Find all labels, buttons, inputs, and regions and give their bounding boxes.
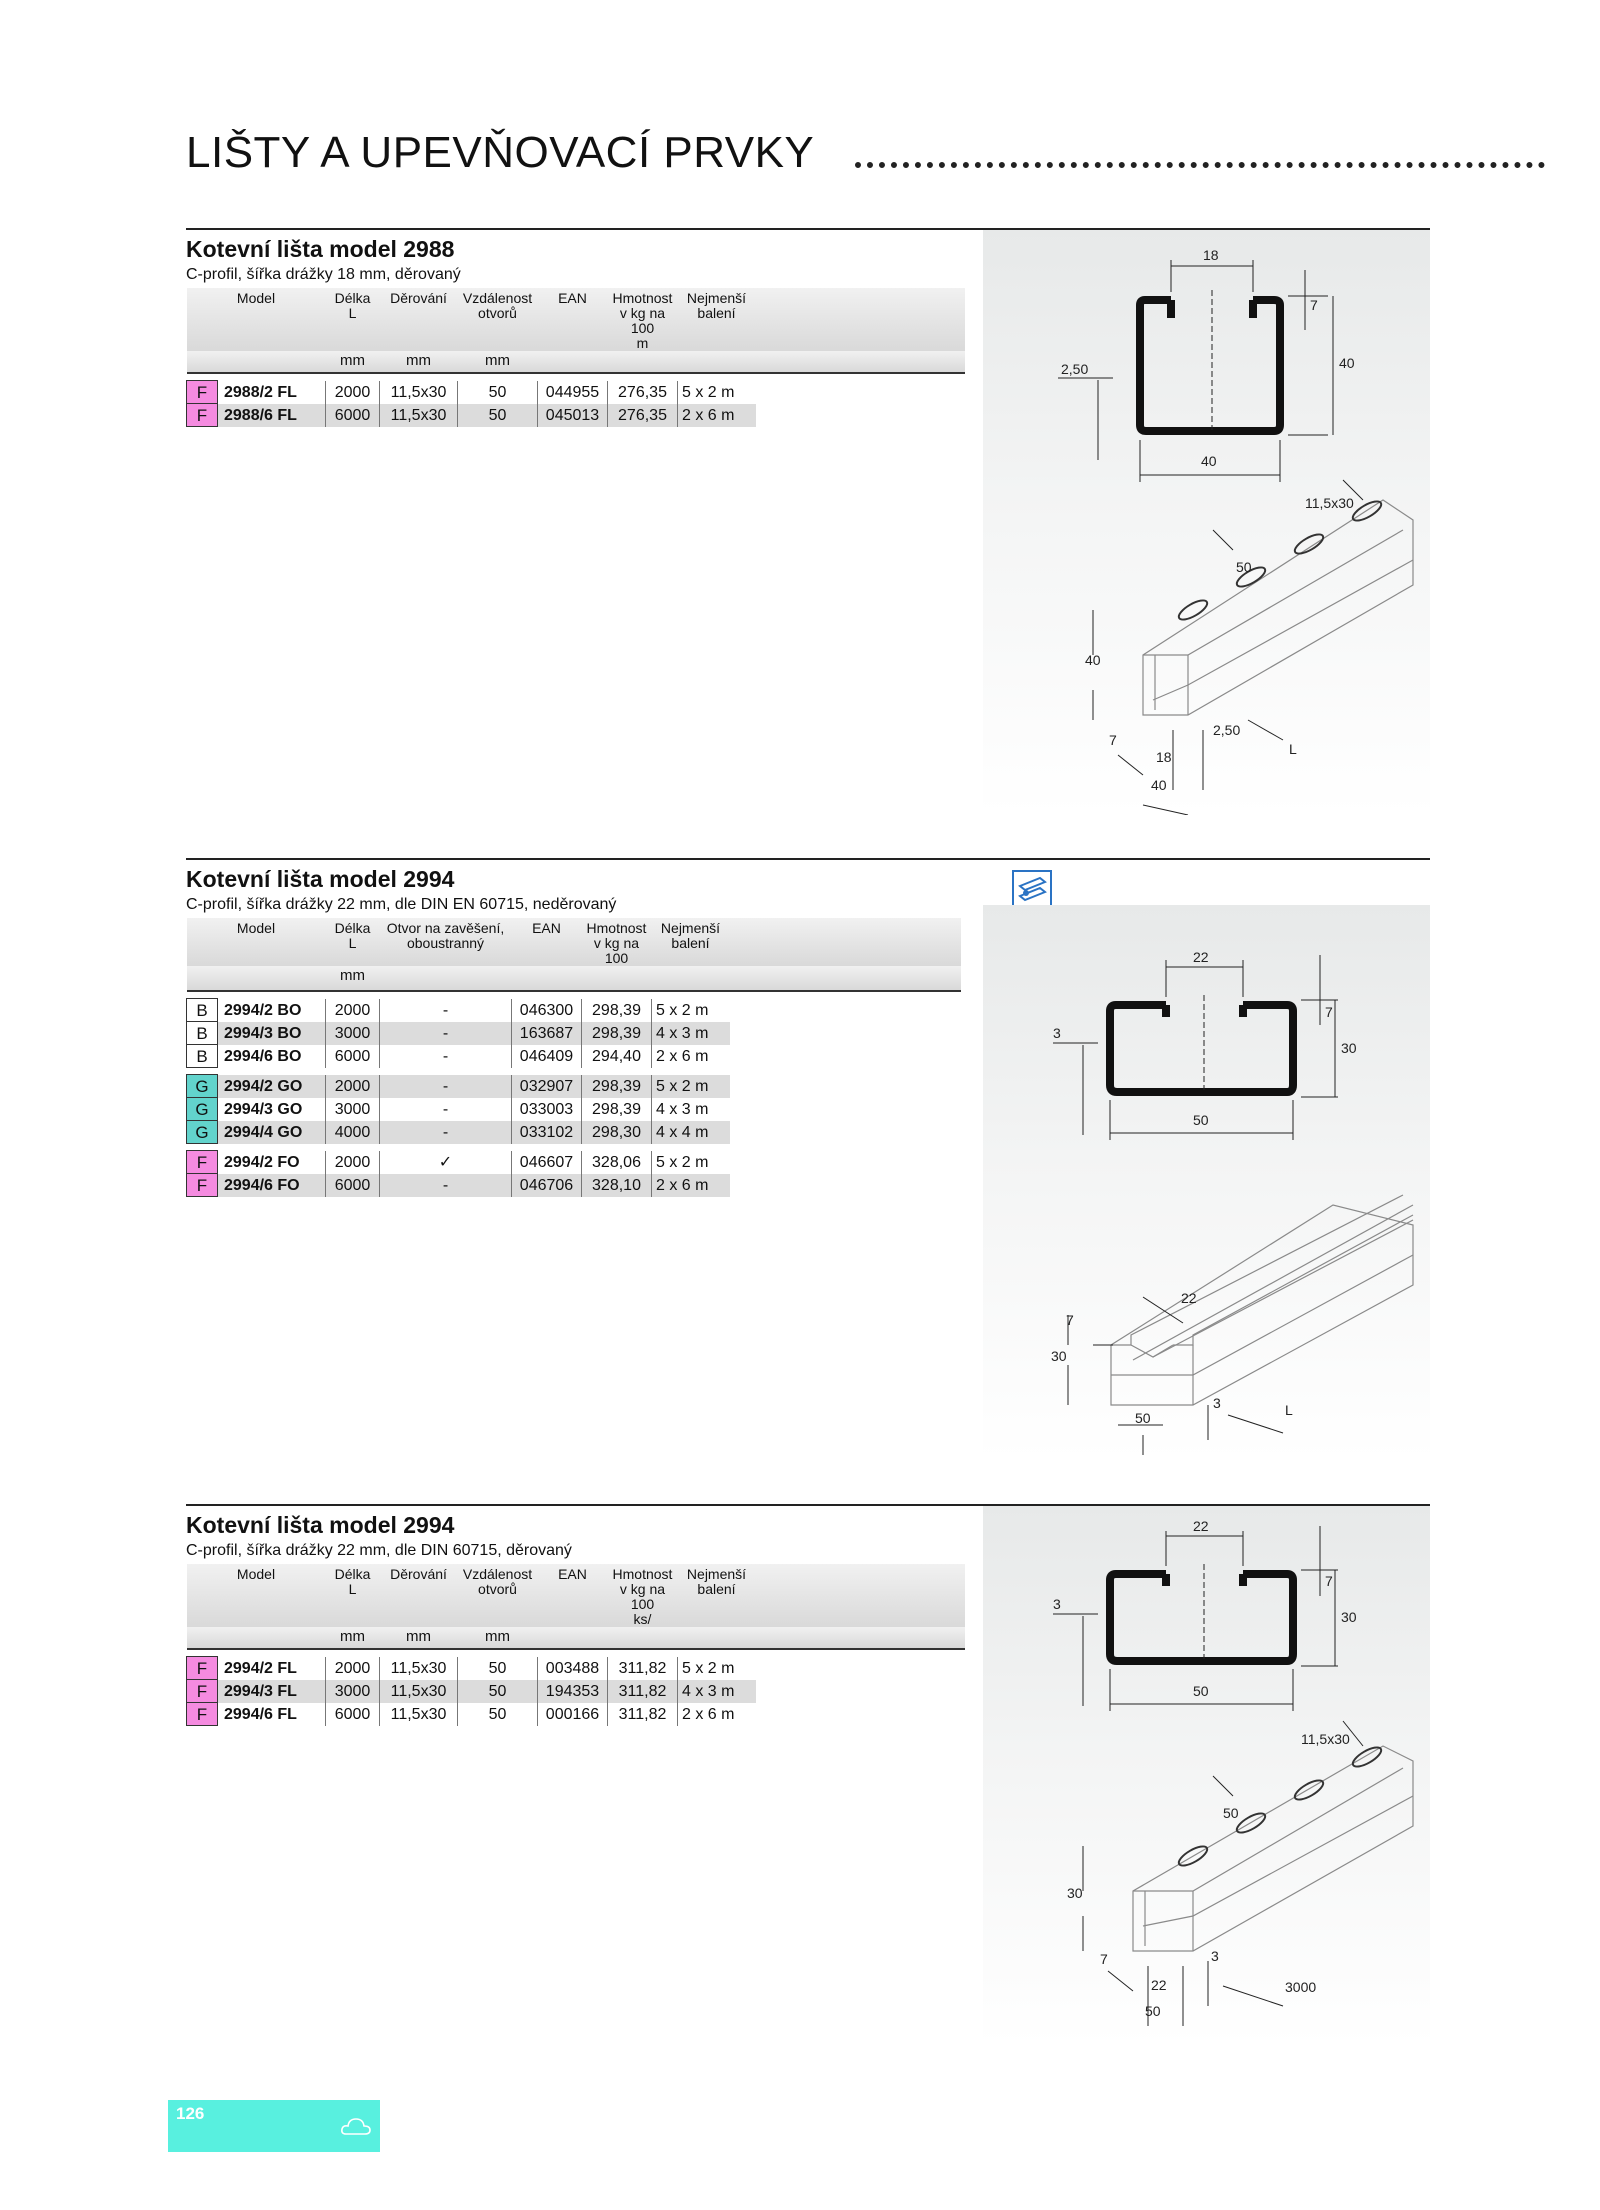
- ean-cell: 163687: [512, 1022, 582, 1045]
- weight-cell: 298,39: [582, 1075, 652, 1098]
- table-row: [187, 1121, 961, 1144]
- col-header-spacing: Vzdálenost otvorů: [458, 1564, 538, 1627]
- unit-cell: [380, 966, 512, 991]
- unit-cell: mm: [326, 1627, 380, 1649]
- ean-cell: 045013: [538, 404, 608, 427]
- unit-cell: [187, 966, 326, 991]
- model-cell: 2994/6 BO: [224, 1047, 302, 1065]
- isometric-view: [1143, 500, 1413, 715]
- length-cell: 6000: [326, 1703, 380, 1726]
- ean-cell: 003488: [538, 1657, 608, 1680]
- drawing-2994-perforated: [983, 1506, 1430, 2046]
- dim-label: 18: [1203, 247, 1219, 263]
- dim-label: 3000: [1285, 1979, 1317, 1995]
- table-units-row: [187, 966, 961, 991]
- weight-cell: 298,39: [582, 999, 652, 1022]
- length-cell: 2000: [326, 1151, 380, 1174]
- model-cell: 2988/2 FL: [224, 383, 297, 401]
- hanging-hole-cell: -: [380, 1121, 512, 1144]
- unit-cell: mm: [458, 351, 538, 373]
- col-header-pack: Nejmenší balení: [652, 918, 730, 966]
- pack-cell: 5 x 2 m: [652, 1151, 730, 1174]
- cross-section: [1140, 300, 1280, 431]
- dim-label: 2,50: [1213, 722, 1241, 738]
- table-row: [187, 381, 965, 404]
- table-header-row: [187, 1564, 965, 1627]
- table-row: [187, 1045, 961, 1068]
- hole-cell: 11,5x30: [380, 381, 458, 404]
- pack-cell: 5 x 2 m: [652, 1075, 730, 1098]
- col-header-length: Délka L: [326, 1564, 380, 1627]
- category-badge: F: [187, 1174, 218, 1197]
- length-cell: 2000: [326, 1075, 380, 1098]
- hanging-hole-cell: -: [380, 1045, 512, 1068]
- dim-label: 50: [1223, 1805, 1239, 1821]
- pack-cell: 4 x 3 m: [678, 1680, 756, 1703]
- table-row: [187, 1151, 961, 1174]
- pack-cell: 2 x 6 m: [678, 404, 756, 427]
- spec-table: [186, 1564, 965, 1726]
- weight-cell: 298,39: [582, 1098, 652, 1121]
- col-header-spacing: Vzdálenost otvorů: [458, 288, 538, 351]
- drawing-2988: [983, 230, 1430, 815]
- ean-cell: 044955: [538, 381, 608, 404]
- ean-cell: 032907: [512, 1075, 582, 1098]
- unit-cell: [756, 1627, 965, 1649]
- dim-label: L: [1285, 1402, 1293, 1418]
- dim-label: 50: [1135, 1410, 1151, 1426]
- length-cell: 6000: [326, 1174, 380, 1197]
- ean-cell: 000166: [538, 1703, 608, 1726]
- model-cell: 2994/2 BO: [224, 1001, 302, 1019]
- dim-label: 2,50: [1061, 361, 1089, 377]
- category-badge: F: [187, 404, 218, 427]
- table-row: [187, 1075, 961, 1098]
- hanging-hole-cell: -: [380, 1098, 512, 1121]
- unit-cell: [187, 351, 326, 373]
- col-header-ean: EAN: [512, 918, 582, 966]
- technical-drawing: [983, 230, 1430, 815]
- unit-cell: mm: [380, 1627, 458, 1649]
- technical-drawing: [983, 1506, 1430, 2046]
- hanging-hole-cell: ✓: [380, 1151, 512, 1174]
- pack-cell: 5 x 2 m: [652, 999, 730, 1022]
- dim-label: 18: [1156, 749, 1172, 765]
- pack-cell: 5 x 2 m: [678, 1657, 756, 1680]
- unit-cell: [582, 966, 652, 991]
- col-header-pack: Nejmenší balení: [678, 288, 756, 351]
- col-header-hanging-hole: Otvor na zavěšení, oboustranný: [380, 918, 512, 966]
- dim-label: 40: [1339, 355, 1355, 371]
- category-badge: F: [187, 1680, 218, 1703]
- unit-cell: [512, 966, 582, 991]
- ean-cell: 033003: [512, 1098, 582, 1121]
- hanging-hole-cell: -: [380, 1075, 512, 1098]
- model-cell: 2994/3 FL: [218, 1680, 326, 1703]
- col-header-model: Model: [187, 918, 326, 966]
- section-subtitle: C-profil, šířka drážky 22 mm, dle DIN 60715, děrovaný: [186, 1542, 572, 1559]
- col-header-filler: [730, 918, 961, 966]
- weight-cell: 311,82: [608, 1657, 678, 1680]
- dim-label: 30: [1341, 1040, 1357, 1056]
- dim-label: 7: [1325, 1573, 1333, 1589]
- weight-cell: 276,35: [608, 381, 678, 404]
- weight-cell: 298,30: [582, 1121, 652, 1144]
- weight-cell: 294,40: [582, 1045, 652, 1068]
- dim-label: 22: [1193, 949, 1209, 965]
- dim-label: 3: [1053, 1025, 1061, 1041]
- ean-cell: 046409: [512, 1045, 582, 1068]
- unit-cell: [538, 1627, 608, 1649]
- dim-label: 30: [1051, 1348, 1067, 1364]
- length-cell: 3000: [326, 1098, 380, 1121]
- hole-cell: 11,5x30: [380, 1703, 458, 1726]
- pack-cell: 2 x 6 m: [652, 1045, 730, 1068]
- length-cell: 4000: [326, 1121, 380, 1144]
- table-row: [187, 404, 965, 427]
- pack-cell: 4 x 3 m: [652, 1022, 730, 1045]
- length-cell: 2000: [326, 1657, 380, 1680]
- table-row: [187, 1174, 961, 1197]
- table-row: [187, 1022, 961, 1045]
- section-title: Kotevní lišta model 2994: [186, 1512, 455, 1538]
- hanging-hole-cell: -: [380, 1174, 512, 1197]
- table-row: [187, 999, 961, 1022]
- dim-label: 30: [1067, 1885, 1083, 1901]
- unit-cell: [678, 351, 756, 373]
- length-cell: 2000: [326, 381, 380, 404]
- category-badge: B: [187, 1022, 218, 1045]
- isometric-view: [1133, 1746, 1413, 1951]
- ean-cell: 046607: [512, 1151, 582, 1174]
- dim-label: 3: [1211, 1948, 1219, 1964]
- dim-label: 3: [1053, 1596, 1061, 1612]
- title-dot-leader: [855, 162, 1545, 168]
- dim-label: 7: [1310, 297, 1318, 313]
- category-badge: G: [187, 1098, 218, 1121]
- cross-section: [1110, 1574, 1293, 1661]
- length-cell: 6000: [326, 1045, 380, 1068]
- dim-label: 7: [1325, 1004, 1333, 1020]
- table-row: [187, 1703, 965, 1726]
- category-badge: G: [187, 1075, 218, 1098]
- col-header-length: Délka L: [326, 288, 380, 351]
- technical-drawing: [983, 905, 1430, 1460]
- unit-cell: [538, 351, 608, 373]
- drawing-2994-unperforated: [983, 905, 1430, 1460]
- spec-table: [186, 918, 961, 1197]
- unit-cell: [608, 1627, 678, 1649]
- unit-cell: mm: [326, 351, 380, 373]
- category-badge: F: [187, 381, 218, 404]
- spacing-cell: 50: [458, 1680, 538, 1703]
- weight-cell: 311,82: [608, 1703, 678, 1726]
- section-title: Kotevní lišta model 2994: [186, 866, 455, 892]
- spacing-cell: 50: [458, 1703, 538, 1726]
- model-cell: 2994/6 FL: [224, 1705, 297, 1723]
- col-header-filler: [756, 288, 965, 351]
- dim-label: 3: [1213, 1395, 1221, 1411]
- length-cell: 3000: [326, 1680, 380, 1703]
- pack-cell: 4 x 3 m: [652, 1098, 730, 1121]
- isometric-view: [1111, 1195, 1413, 1405]
- weight-cell: 298,39: [582, 1022, 652, 1045]
- dim-label: 50: [1193, 1112, 1209, 1128]
- category-badge: G: [187, 1121, 218, 1144]
- unit-cell: mm: [326, 966, 380, 991]
- col-header-weight: Hmotnost v kg na 100: [582, 918, 652, 966]
- spacing-cell: 50: [458, 1657, 538, 1680]
- table-header-row: [187, 918, 961, 966]
- model-cell: 2994/2 FL: [224, 1659, 297, 1677]
- slot-holes: [1176, 498, 1384, 623]
- dim-label: 7: [1109, 732, 1117, 748]
- dim-label: 30: [1341, 1609, 1357, 1625]
- col-header-ean: EAN: [538, 1564, 608, 1627]
- dim-label: 22: [1193, 1518, 1209, 1534]
- unit-cell: [608, 351, 678, 373]
- ean-cell: 046706: [512, 1174, 582, 1197]
- slot-holes: [1176, 1744, 1384, 1869]
- weight-cell: 328,06: [582, 1151, 652, 1174]
- table-units-row: [187, 351, 965, 373]
- col-header-weight: Hmotnost v kg na 100 m: [608, 288, 678, 351]
- page-number-tab: [168, 2100, 380, 2152]
- cloud-outline-icon: [340, 2114, 372, 2140]
- table-header-row: [187, 288, 965, 351]
- table-units-row: [187, 1627, 965, 1649]
- hole-cell: 11,5x30: [380, 404, 458, 427]
- dim-label: 50: [1193, 1683, 1209, 1699]
- ean-cell: 046300: [512, 999, 582, 1022]
- dim-label: 7: [1100, 1951, 1108, 1967]
- model-cell: 2994/6 FO: [218, 1174, 326, 1197]
- pack-cell: 2 x 6 m: [652, 1174, 730, 1197]
- section-title: Kotevní lišta model 2988: [186, 236, 455, 262]
- hanging-hole-cell: -: [380, 1022, 512, 1045]
- page-title: LIŠTY A UPEVŇOVACÍ PRVKY: [186, 128, 815, 177]
- col-header-weight: Hmotnost v kg na 100 ks/: [608, 1564, 678, 1627]
- col-header-pack: Nejmenší balení: [678, 1564, 756, 1627]
- unit-cell: mm: [458, 1627, 538, 1649]
- pack-cell: 4 x 4 m: [652, 1121, 730, 1144]
- dim-label: 7: [1066, 1312, 1074, 1328]
- spacing-cell: 50: [458, 381, 538, 404]
- model-cell: 2988/6 FL: [218, 404, 326, 427]
- category-badge: B: [187, 1045, 218, 1068]
- spacing-cell: 50: [458, 404, 538, 427]
- hole-cell: 11,5x30: [380, 1657, 458, 1680]
- pack-cell: 2 x 6 m: [678, 1703, 756, 1726]
- weight-cell: 276,35: [608, 404, 678, 427]
- table-row: [187, 1098, 961, 1121]
- model-cell: 2994/3 GO: [224, 1100, 303, 1118]
- col-header-model: Model: [187, 1564, 326, 1627]
- length-cell: 3000: [326, 1022, 380, 1045]
- unit-cell: [652, 966, 730, 991]
- category-badge: F: [187, 1657, 218, 1680]
- dim-label: 40: [1085, 652, 1101, 668]
- weight-cell: 328,10: [582, 1174, 652, 1197]
- category-badge: B: [187, 999, 218, 1022]
- ean-cell: 033102: [512, 1121, 582, 1144]
- hole-cell: 11,5x30: [380, 1680, 458, 1703]
- category-badge: F: [187, 1151, 218, 1174]
- col-header-length: Délka L: [326, 918, 380, 966]
- dim-label: 11,5x30: [1301, 1731, 1350, 1747]
- rail-mount-icon: [1012, 870, 1052, 910]
- dim-label: 40: [1151, 777, 1167, 793]
- dim-label: 40: [1201, 453, 1217, 469]
- table-row: [187, 1657, 965, 1680]
- hanging-hole-cell: -: [380, 999, 512, 1022]
- unit-cell: mm: [380, 351, 458, 373]
- section-subtitle: C-profil, šířka drážky 18 mm, děrovaný: [186, 266, 461, 283]
- category-badge: F: [187, 1703, 218, 1726]
- col-header-hole: Děrování: [380, 288, 458, 351]
- dim-label: 50: [1145, 2003, 1161, 2019]
- dim-label: 11,5x30: [1305, 495, 1354, 511]
- unit-cell: [187, 1627, 326, 1649]
- model-cell: 2994/2 GO: [218, 1075, 326, 1098]
- spec-table: [186, 288, 965, 427]
- dim-label: 22: [1181, 1290, 1197, 1306]
- col-header-model: Model: [187, 288, 326, 351]
- unit-cell: [678, 1627, 756, 1649]
- unit-cell: [730, 966, 961, 991]
- table-row: [187, 1680, 965, 1703]
- page-number: 126: [176, 2104, 205, 2123]
- dim-label: 22: [1151, 1977, 1167, 1993]
- dim-label: 50: [1236, 559, 1252, 575]
- ean-cell: 194353: [538, 1680, 608, 1703]
- model-cell: 2994/3 BO: [218, 1022, 326, 1045]
- unit-cell: [756, 351, 965, 373]
- cross-section: [1110, 1005, 1293, 1092]
- length-cell: 2000: [326, 999, 380, 1022]
- length-cell: 6000: [326, 404, 380, 427]
- model-cell: 2994/4 GO: [218, 1121, 326, 1144]
- col-header-hole: Děrování: [380, 1564, 458, 1627]
- model-cell: 2994/2 FO: [224, 1153, 300, 1171]
- section-divider: [186, 858, 1430, 860]
- weight-cell: 311,82: [608, 1680, 678, 1703]
- col-header-ean: EAN: [538, 288, 608, 351]
- dim-label: L: [1289, 741, 1297, 757]
- section-subtitle: C-profil, šířka drážky 22 mm, dle DIN EN 60715, neděrovaný: [186, 896, 617, 913]
- pack-cell: 5 x 2 m: [678, 381, 756, 404]
- col-header-filler: [756, 1564, 965, 1627]
